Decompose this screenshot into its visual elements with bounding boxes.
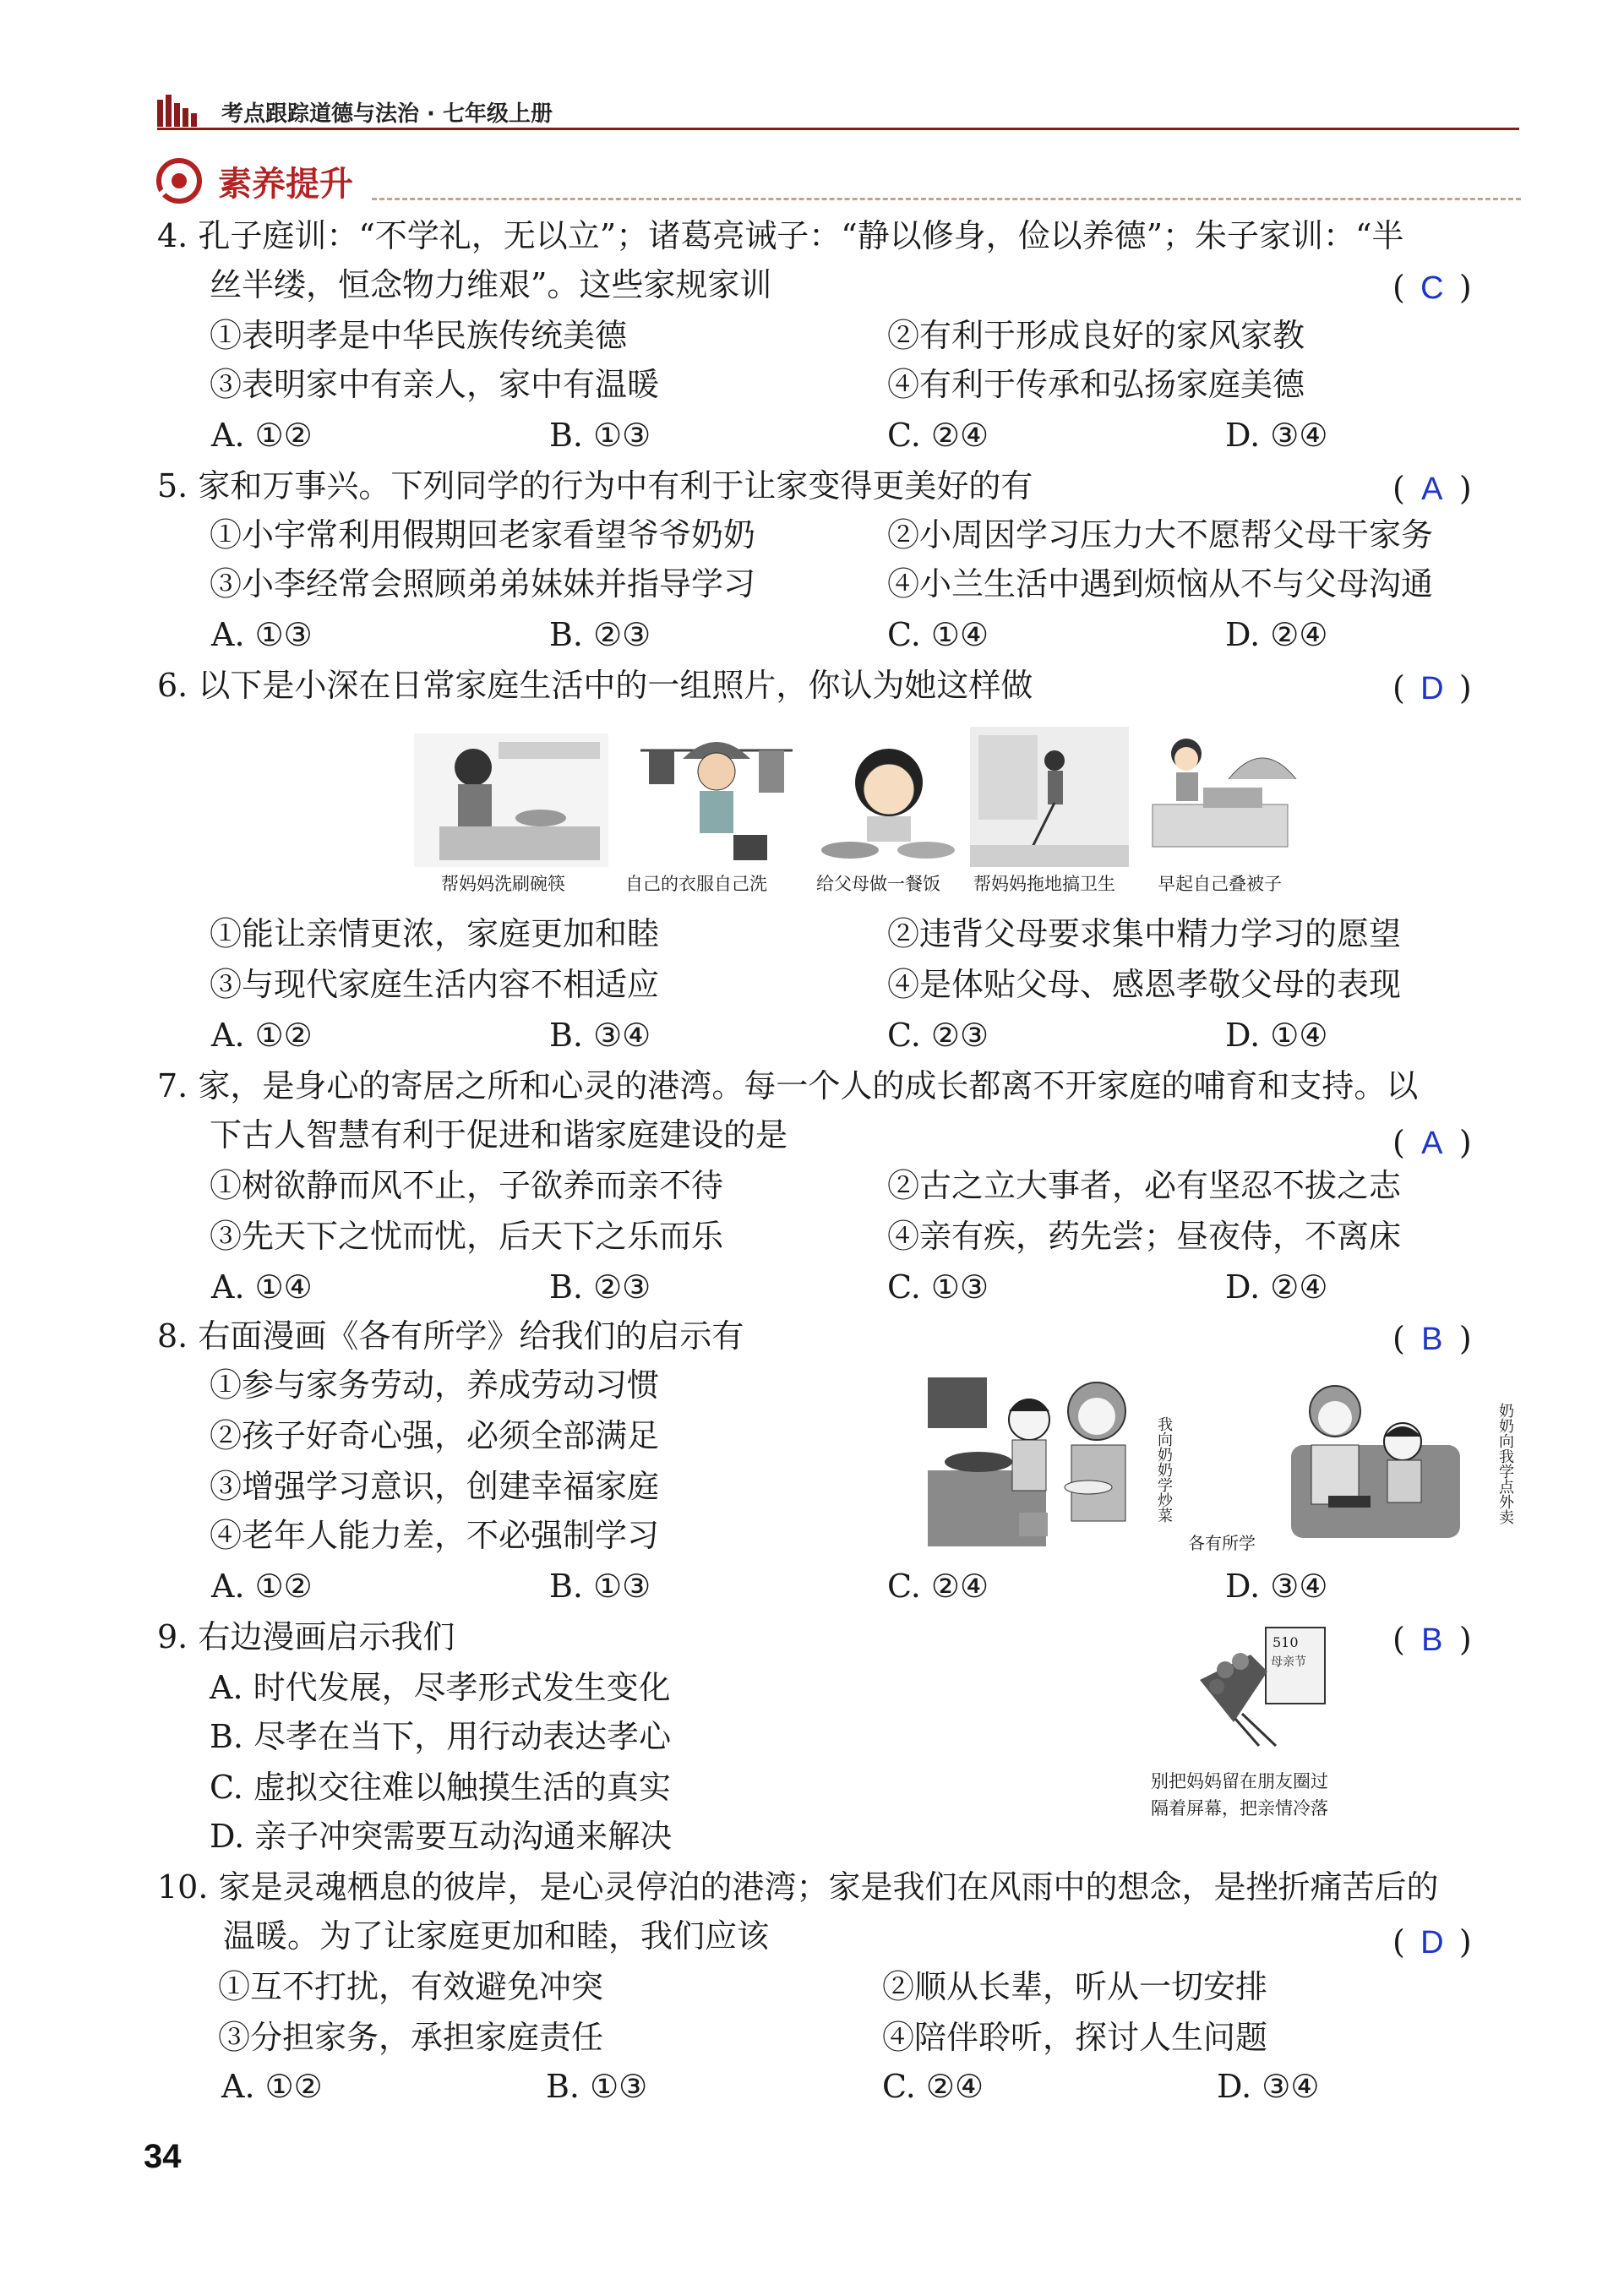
q8-choice-d: D. ③④: [1225, 1568, 1328, 1605]
q9-choice-a: A. 时代发展，尽孝形式发生变化: [210, 1669, 671, 1706]
header-rule: [157, 128, 1519, 130]
q7-option2: ②古之立大事者，必有坚忍不拔之志: [887, 1167, 1402, 1204]
q6-photo-mop-floor: [970, 727, 1129, 867]
q10-option2: ②顺从长辈，听从一切安排: [882, 1968, 1268, 2005]
q4-stem-line1: 4. 孔子庭训：“不学礼，无以立”；诸葛亮诫子：“静以修身，俭以养德”；朱子家训：“半: [157, 217, 1404, 254]
q6-option3: ③与现代家庭生活内容不相适应: [210, 966, 660, 1003]
q6-photo-fold-quilt: [1136, 728, 1305, 867]
q8-cartoon-left-text: 我向奶奶学炒菜: [1155, 1416, 1173, 1523]
q9-choice-d: D. 亲子冲突需要互动沟通来解决: [210, 1818, 673, 1855]
q7-stem-line1: 7. 家，是身心的寄居之所和心灵的港湾。每一个人的成长都离不开家庭的哺育和支持。以: [157, 1067, 1419, 1104]
q9-caption-line1: 别把妈妈留在朋友圈过: [1151, 1771, 1328, 1791]
q4-option1: ①表明孝是中华民族传统美德: [210, 317, 628, 354]
section-icon: [155, 157, 203, 204]
q10-stem-line2: 温暖。为了让家庭更加和睦，我们应该: [223, 1917, 770, 1955]
q7-stem-line2: 下古人智慧有利于促进和谐家庭建设的是: [210, 1116, 788, 1153]
q8-stem-line1: 8. 右面漫画《各有所学》给我们的启示有: [157, 1317, 744, 1355]
q5-option3: ③小李经常会照顾弟弟妹妹并指导学习: [210, 565, 756, 603]
q8-option1: ①参与家务劳动，养成劳动习惯: [210, 1366, 660, 1404]
q10-option3: ③分担家务，承担家庭责任: [218, 2019, 604, 2056]
q4-stem-line2: 丝半缕，恒念物力维艰”。这些家规家训: [210, 266, 772, 303]
q6-option2: ②违背父母要求集中精力学习的愿望: [887, 915, 1402, 952]
q7-choice-b: B. ②③: [549, 1268, 651, 1306]
header-title: 考点跟踪道德与法治 · 七年级上册: [221, 101, 553, 127]
q6-choice-c: C. ②③: [887, 1017, 989, 1054]
header-logo: [157, 95, 204, 127]
q4-choice-d: D. ③④: [1225, 417, 1328, 454]
q8-option3: ③增强学习意识，创建幸福家庭: [210, 1468, 660, 1505]
q10-choice-a: A. ①②: [221, 2068, 323, 2105]
q5-option1: ①小宇常利用假期回老家看望爷爷奶奶: [210, 516, 756, 554]
q9-cartoon-cal2: 母亲节: [1271, 1655, 1306, 1669]
q5-choice-d: D. ②④: [1225, 616, 1328, 653]
q9-choice-c: C. 虚拟交往难以触摸生活的真实: [210, 1769, 671, 1806]
q7-choice-c: C. ①③: [887, 1268, 989, 1306]
q4-choice-b: B. ①③: [549, 417, 651, 454]
q5-option4: ④小兰生活中遇到烦恼从不与父母沟通: [887, 565, 1434, 603]
q4-choice-c: C. ②④: [887, 417, 989, 454]
q5-option2: ②小周因学习压力大不愿帮父母干家务: [887, 516, 1434, 554]
q6-caption-5: 早起自己叠被子: [1158, 874, 1282, 894]
q8-choice-a: A. ①②: [211, 1568, 313, 1605]
q10-option4: ④陪伴聆听，探讨人生问题: [882, 2019, 1268, 2056]
q9-answer: ( B ): [1392, 1621, 1472, 1658]
q6-option4: ④是体贴父母、感恩孝敬父母的表现: [887, 966, 1402, 1003]
q4-choice-a: A. ①②: [211, 417, 313, 454]
q10-choice-d: D. ③④: [1217, 2068, 1320, 2105]
q4-option4: ④有利于传承和弘扬家庭美德: [887, 366, 1305, 403]
q6-stem-line1: 6. 以下是小深在日常家庭生活中的一组照片，你认为她这样做: [157, 667, 1033, 704]
q8-choice-b: B. ①③: [549, 1568, 651, 1605]
q6-answer: ( D ): [1392, 669, 1472, 706]
q6-caption-4: 帮妈妈拖地搞卫生: [973, 874, 1115, 894]
q6-choice-b: B. ③④: [549, 1017, 651, 1054]
q10-choice-b: B. ①③: [546, 2068, 648, 2105]
q6-caption-3: 给父母做一餐饭: [816, 874, 940, 894]
q7-answer: ( A ): [1392, 1124, 1472, 1161]
q7-choice-d: D. ②④: [1225, 1268, 1328, 1306]
q6-option1: ①能让亲情更浓，家庭更加和睦: [210, 915, 660, 952]
q9-cartoon: [1191, 1621, 1335, 1748]
q4-option3: ③表明家中有亲人，家中有温暖: [210, 366, 660, 403]
q8-answer: ( B ): [1392, 1320, 1472, 1357]
q8-cartoon: [928, 1369, 1519, 1555]
q6-choice-d: D. ①④: [1225, 1017, 1328, 1054]
q5-choice-a: A. ①③: [211, 616, 313, 653]
q5-choice-b: B. ②③: [549, 616, 651, 653]
q8-cartoon-title: 各有所学: [1188, 1533, 1256, 1553]
q6-caption-1: 帮妈妈洗刷碗筷: [441, 874, 565, 894]
q9-caption-line2: 隔着屏幕，把亲情冷落: [1151, 1798, 1328, 1819]
section-divider: [372, 198, 1521, 200]
q7-option4: ④亲有疾，药先尝；昼夜侍，不离床: [887, 1218, 1402, 1255]
q5-stem-line1: 5. 家和万事兴。下列同学的行为中有利于让家变得更美好的有: [157, 467, 1033, 504]
q4-option2: ②有利于形成良好的家风家教: [887, 317, 1305, 354]
q8-option2: ②孩子好奇心强，必须全部满足: [210, 1417, 660, 1454]
q7-option3: ③先天下之忧而忧，后天下之乐而乐: [210, 1218, 724, 1255]
q6-photo-wash-clothes: [632, 725, 801, 867]
q8-cartoon-right-text: 奶奶向我学点外卖: [1496, 1403, 1514, 1524]
q10-stem-line1: 10. 家是灵魂栖息的彼岸，是心灵停泊的港湾；家是我们在风雨中的想念，是挫折痛苦后的: [157, 1868, 1439, 1906]
q5-answer: ( A ): [1392, 470, 1472, 507]
q5-choice-c: C. ①④: [887, 616, 989, 653]
q4-answer: ( C ): [1392, 269, 1472, 306]
q8-option4: ④老年人能力差，不必强制学习: [210, 1517, 660, 1554]
q10-option1: ①互不打扰，有效避免冲突: [218, 1968, 604, 2005]
q6-photo-wash-dishes: [414, 733, 608, 867]
q10-choice-c: C. ②④: [882, 2068, 984, 2105]
q9-cartoon-cal: 510: [1272, 1634, 1299, 1650]
section-title: 素养提升: [218, 165, 353, 204]
q7-option1: ①树欲静而风不止，子欲养而亲不待: [210, 1167, 724, 1204]
q6-choice-a: A. ①②: [211, 1017, 313, 1054]
q6-caption-2: 自己的衣服自己洗: [625, 874, 767, 894]
q10-answer: ( D ): [1392, 1923, 1472, 1960]
q7-choice-a: A. ①④: [211, 1268, 313, 1306]
q9-choice-b: B. 尽孝在当下，用行动表达孝心: [210, 1718, 672, 1755]
q9-stem-line1: 9. 右边漫画启示我们: [157, 1618, 455, 1655]
page-number: 34: [144, 2138, 182, 2175]
q6-photo-cook-meal: [816, 740, 962, 867]
q8-choice-c: C. ②④: [887, 1568, 989, 1605]
